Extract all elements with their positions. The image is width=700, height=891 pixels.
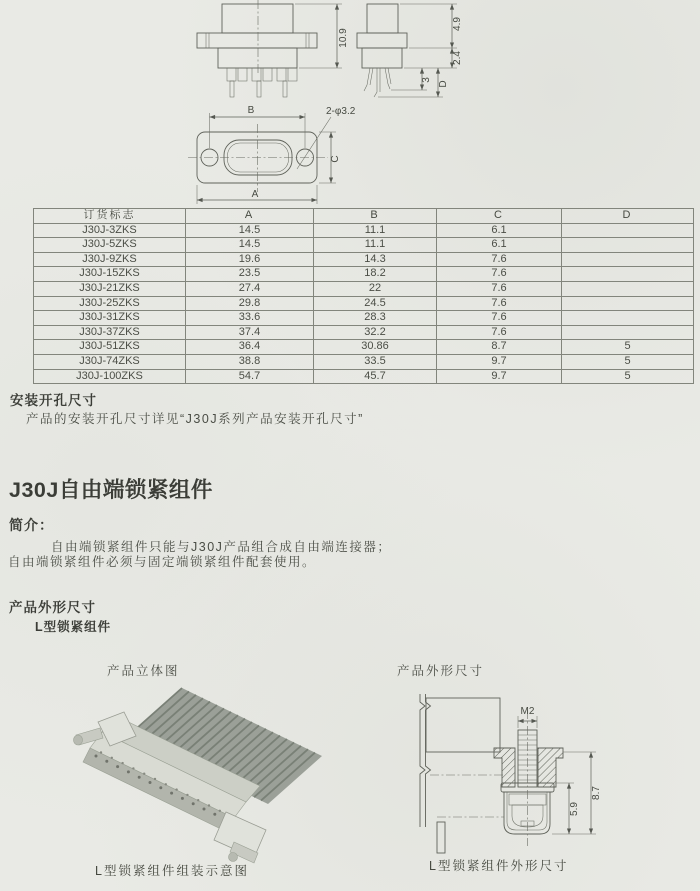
table-cell: J30J-31ZKS: [34, 311, 186, 326]
table-cell: J30J-5ZKS: [34, 238, 186, 253]
intro-text-line2: 自由端锁紧组件必须与固定端锁紧组件配套使用。: [8, 555, 317, 569]
table-row: [34, 369, 694, 384]
table-row: [34, 296, 694, 311]
table-cell: 6.1: [437, 238, 562, 253]
table-header-cell: C: [437, 209, 562, 224]
knob-height-label: 5.9: [569, 802, 580, 816]
mounting-hole-body: 产品的安装开孔尺寸详见“J30J系列产品安装开孔尺寸”: [26, 412, 364, 426]
dimension-table-body: [34, 223, 694, 384]
table-cell: 7.6: [437, 267, 562, 282]
table-cell: 11.1: [314, 223, 437, 238]
table-cell: 36.4: [186, 340, 314, 355]
table-cell: 33.5: [314, 354, 437, 369]
table-cell: 32.2: [314, 325, 437, 340]
table-cell: J30J-21ZKS: [34, 281, 186, 296]
table-cell: 5: [562, 369, 694, 384]
table-cell: [562, 325, 694, 340]
dim-label-4-9: 4.9: [452, 17, 463, 31]
table-cell: J30J-3ZKS: [34, 223, 186, 238]
front-elevation-pins: [227, 68, 297, 97]
table-cell: 37.4: [186, 325, 314, 340]
table-cell: [562, 223, 694, 238]
dim-label-b: B: [247, 105, 255, 116]
table-cell: 23.5: [186, 267, 314, 282]
table-cell: [562, 281, 694, 296]
table-header-cell: A: [186, 209, 314, 224]
table-cell: 11.1: [314, 238, 437, 253]
dim-label-10-9: 10.9: [338, 28, 349, 48]
table-cell: 9.7: [437, 369, 562, 384]
table-cell: 54.7: [186, 369, 314, 384]
table-row: [34, 325, 694, 340]
figure-right-title: 产品外形尺寸: [397, 664, 485, 678]
table-cell: 7.6: [437, 296, 562, 311]
table-cell: [562, 252, 694, 267]
phantom-connector: [420, 694, 504, 853]
table-cell: 18.2: [314, 267, 437, 282]
front-elevation-drawing: [197, 0, 349, 97]
dimension-table: [33, 208, 694, 384]
table-cell: 38.8: [186, 354, 314, 369]
table-cell: 5: [562, 340, 694, 355]
table-cell: 7.6: [437, 325, 562, 340]
table-cell: [562, 311, 694, 326]
table-row: [34, 354, 694, 369]
table-cell: 14.5: [186, 238, 314, 253]
table-cell: J30J-37ZKS: [34, 325, 186, 340]
figure-right-caption: L型锁紧组件外形尺寸: [429, 859, 569, 873]
table-cell: 19.6: [186, 252, 314, 267]
dim-label-c: C: [330, 155, 341, 163]
dim-label-a: A: [251, 189, 259, 200]
dim-label-3: 3: [421, 77, 432, 83]
table-cell: [562, 238, 694, 253]
table-row: [34, 238, 694, 253]
table-cell: 7.6: [437, 311, 562, 326]
table-row: [34, 223, 694, 238]
figure-left-caption: L型锁紧组件组装示意图: [95, 864, 249, 878]
table-cell: 9.7: [437, 354, 562, 369]
l-lock-outline-drawing: [393, 674, 621, 886]
l-type-heading: L型锁紧组件: [35, 620, 112, 634]
table-cell: 27.4: [186, 281, 314, 296]
overall-height-label: 8.7: [591, 786, 602, 800]
table-cell: 6.1: [437, 223, 562, 238]
table-cell: 7.6: [437, 281, 562, 296]
table-cell: J30J-9ZKS: [34, 252, 186, 267]
table-cell: 33.6: [186, 311, 314, 326]
side-elevation-pins: [364, 68, 391, 97]
table-cell: 14.5: [186, 223, 314, 238]
table-row: [34, 267, 694, 282]
intro-text-line1: 自由端锁紧组件只能与J30J产品组合成自由端连接器；: [51, 540, 392, 554]
table-cell: 7.6: [437, 252, 562, 267]
table-header-cell: 订货标志: [34, 209, 186, 224]
dim-label-2-4: 2.4: [452, 51, 463, 65]
table-cell: J30J-100ZKS: [34, 369, 186, 384]
table-cell: J30J-15ZKS: [34, 267, 186, 282]
section-title: J30J自由端锁紧组件: [9, 478, 213, 502]
table-header-cell: D: [562, 209, 694, 224]
side-elevation-drawing: [357, 4, 463, 97]
table-cell: [562, 296, 694, 311]
product-3d-figure: [68, 686, 330, 868]
intro-label: 简介：: [9, 517, 54, 533]
table-cell: J30J-74ZKS: [34, 354, 186, 369]
table-row: [34, 281, 694, 296]
table-cell: J30J-51ZKS: [34, 340, 186, 355]
outline-dims-heading: 产品外形尺寸: [9, 600, 96, 615]
front-view-drawing: [188, 105, 356, 204]
table-cell: 29.8: [186, 296, 314, 311]
table-cell: 28.3: [314, 311, 437, 326]
table-cell: J30J-25ZKS: [34, 296, 186, 311]
table-row: [34, 252, 694, 267]
figure-left-title: 产品立体图: [107, 664, 180, 678]
table-header-row: [34, 209, 694, 224]
thread-label: M2: [520, 706, 535, 717]
table-cell: 24.5: [314, 296, 437, 311]
panel-section-hatched: [494, 748, 563, 787]
table-cell: 5: [562, 354, 694, 369]
table-row: [34, 311, 694, 326]
table-cell: 14.3: [314, 252, 437, 267]
table-cell: 45.7: [314, 369, 437, 384]
table-cell: [562, 267, 694, 282]
table-header-cell: B: [314, 209, 437, 224]
table-cell: 22: [314, 281, 437, 296]
connector-dimension-drawings: [0, 0, 700, 215]
dim-label-d: D: [438, 80, 449, 88]
mounting-hole-heading: 安装开孔尺寸: [10, 393, 97, 408]
table-row: [34, 340, 694, 355]
hole-note-label: 2-φ3.2: [326, 106, 356, 117]
table-cell: 30.86: [314, 340, 437, 355]
table-cell: 8.7: [437, 340, 562, 355]
